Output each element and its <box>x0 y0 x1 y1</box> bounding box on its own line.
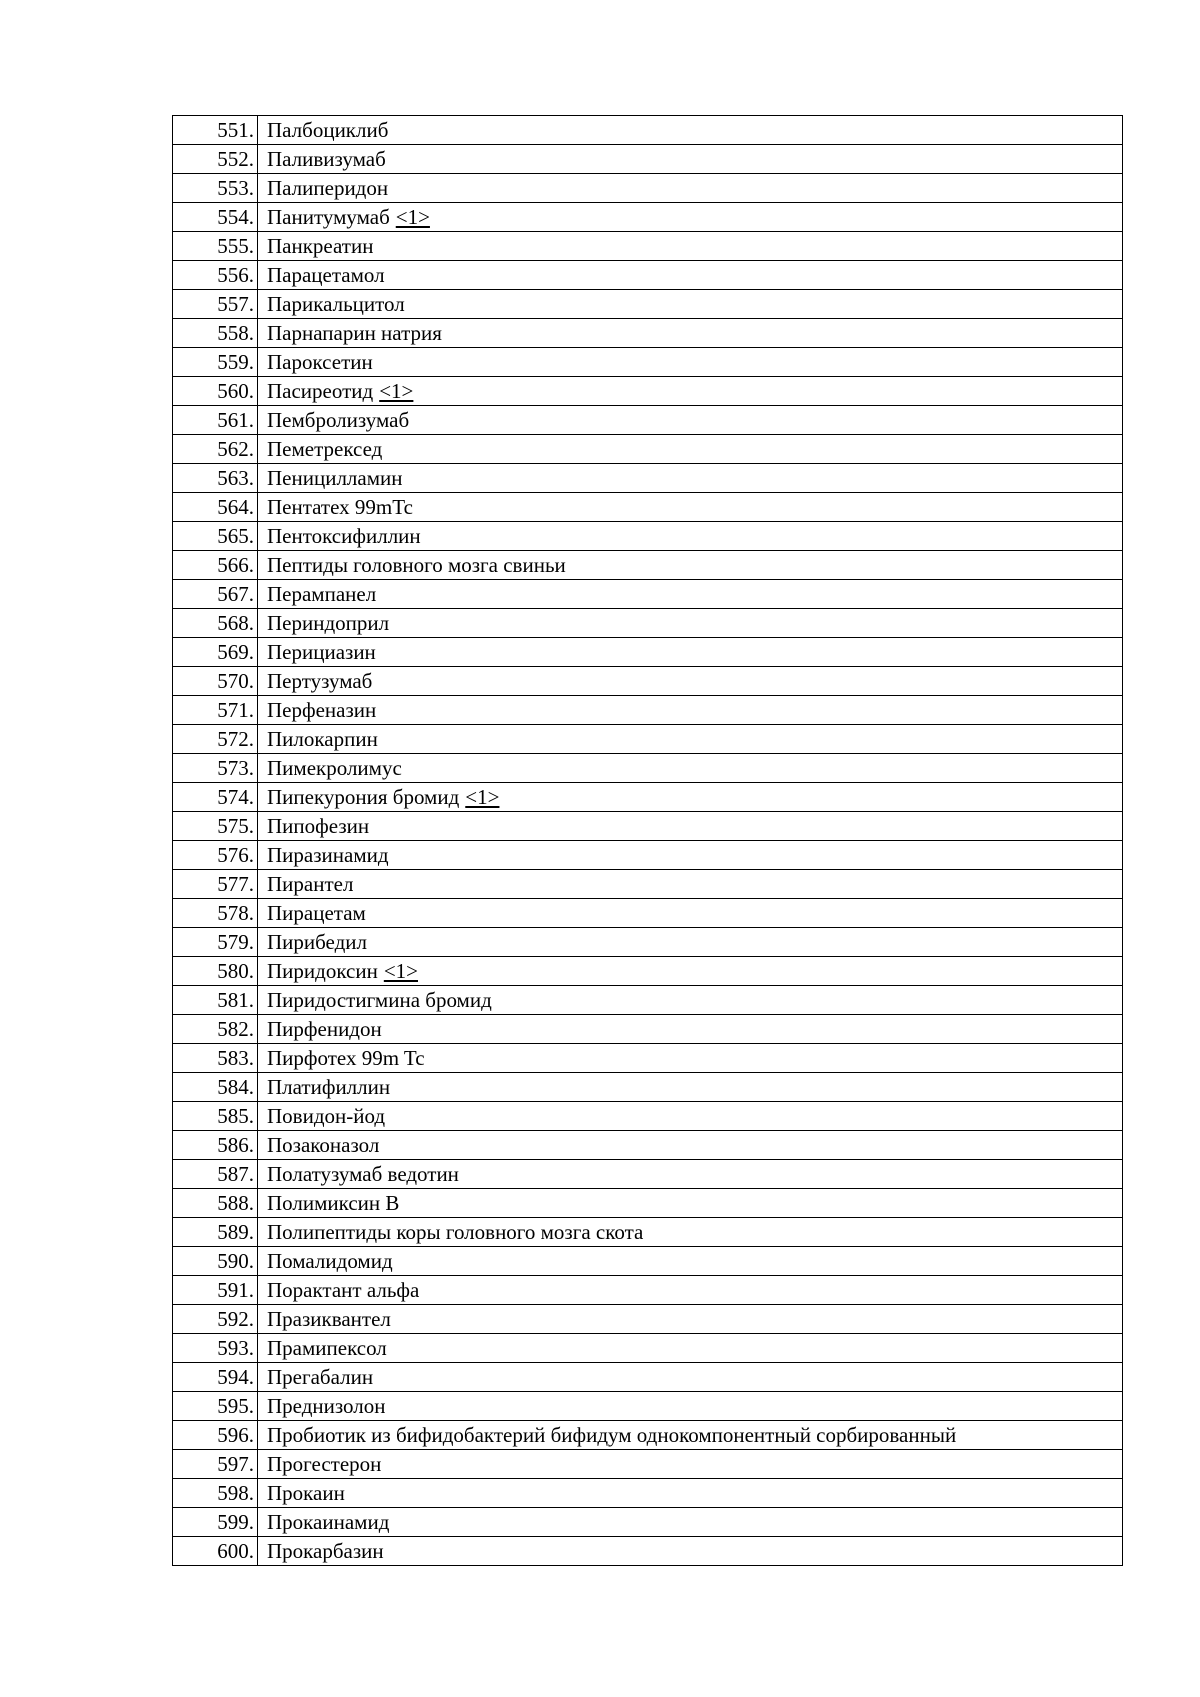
table-row <box>173 696 1123 725</box>
table-row <box>173 1102 1123 1131</box>
drug-name: Пеметрексед <box>267 437 383 461</box>
drug-name-cell <box>258 232 1123 261</box>
row-number: 592. <box>173 1305 258 1334</box>
drug-name-cell <box>258 638 1123 667</box>
drug-name: Пирацетам <box>267 901 366 925</box>
drug-name: Прокаинамид <box>267 1510 390 1534</box>
footnote-ref-link[interactable]: <1> <box>465 785 500 809</box>
row-number: 584. <box>173 1073 258 1102</box>
drug-name: Пирибедил <box>267 930 367 954</box>
drug-name: Пипекурония бромид <box>267 785 460 809</box>
drug-name-cell <box>258 1276 1123 1305</box>
row-number: 551. <box>173 116 258 145</box>
drug-name: Палбоциклиб <box>267 118 389 142</box>
row-number: 568. <box>173 609 258 638</box>
row-number: 579. <box>173 928 258 957</box>
drug-name-cell <box>258 812 1123 841</box>
row-number: 565. <box>173 522 258 551</box>
drug-name-cell <box>258 1131 1123 1160</box>
row-number: 572. <box>173 725 258 754</box>
drug-name-cell <box>258 986 1123 1015</box>
row-number: 585. <box>173 1102 258 1131</box>
row-number: 595. <box>173 1392 258 1421</box>
drug-name-cell <box>258 1508 1123 1537</box>
table-row <box>173 667 1123 696</box>
drug-name-cell <box>258 348 1123 377</box>
drug-name: Прокаин <box>267 1481 345 1505</box>
drug-name: Прамипексол <box>267 1336 387 1360</box>
drug-name: Панитумумаб <box>267 205 390 229</box>
table-row <box>173 464 1123 493</box>
table-row <box>173 1334 1123 1363</box>
drug-name-cell <box>258 870 1123 899</box>
drug-name-cell <box>258 1160 1123 1189</box>
row-number: 598. <box>173 1479 258 1508</box>
drug-name: Пимекролимус <box>267 756 402 780</box>
drug-name-cell <box>258 1334 1123 1363</box>
table-row <box>173 783 1123 812</box>
drug-name: Парацетамол <box>267 263 385 287</box>
row-number: 600. <box>173 1537 258 1566</box>
drug-name: Парикальцитол <box>267 292 405 316</box>
drug-name-cell <box>258 1537 1123 1566</box>
table-row <box>173 1508 1123 1537</box>
table-row <box>173 754 1123 783</box>
drug-name: Палиперидон <box>267 176 389 200</box>
drug-name: Перициазин <box>267 640 376 664</box>
drug-name: Периндоприл <box>267 611 390 635</box>
row-number: 562. <box>173 435 258 464</box>
drug-name-cell <box>258 1363 1123 1392</box>
row-number: 594. <box>173 1363 258 1392</box>
drug-name: Празиквантел <box>267 1307 391 1331</box>
table-row <box>173 986 1123 1015</box>
table-row <box>173 290 1123 319</box>
drug-name: Преднизолон <box>267 1394 386 1418</box>
row-number: 556. <box>173 261 258 290</box>
table-row <box>173 1218 1123 1247</box>
table-row <box>173 1131 1123 1160</box>
row-number: 599. <box>173 1508 258 1537</box>
table-row <box>173 174 1123 203</box>
drug-name-cell <box>258 754 1123 783</box>
drug-name: Парнапарин натрия <box>267 321 442 345</box>
drug-name-cell <box>258 1044 1123 1073</box>
drug-name: Пеницилламин <box>267 466 403 490</box>
table-row <box>173 899 1123 928</box>
drug-name: Пирфенидон <box>267 1017 382 1041</box>
drug-name: Паливизумаб <box>267 147 386 171</box>
row-number: 567. <box>173 580 258 609</box>
drug-name: Полатузумаб ведотин <box>267 1162 459 1186</box>
drug-name-cell <box>258 435 1123 464</box>
table-row <box>173 1189 1123 1218</box>
drug-name: Пентатех 99mTc <box>267 495 413 519</box>
row-number: 560. <box>173 377 258 406</box>
table-row <box>173 957 1123 986</box>
row-number: 558. <box>173 319 258 348</box>
drug-name-cell <box>258 1189 1123 1218</box>
table-row <box>173 1276 1123 1305</box>
drug-name-cell <box>258 1305 1123 1334</box>
row-number: 583. <box>173 1044 258 1073</box>
row-number: 576. <box>173 841 258 870</box>
drug-name: Повидон-йод <box>267 1104 386 1128</box>
drug-name-cell <box>258 667 1123 696</box>
table-row <box>173 435 1123 464</box>
drug-name: Панкреатин <box>267 234 374 258</box>
table-row <box>173 116 1123 145</box>
table-row <box>173 232 1123 261</box>
drug-name-cell <box>258 116 1123 145</box>
drug-name-cell <box>258 957 1123 986</box>
row-number: 581. <box>173 986 258 1015</box>
table-row <box>173 1160 1123 1189</box>
row-number: 588. <box>173 1189 258 1218</box>
row-number: 593. <box>173 1334 258 1363</box>
table-row <box>173 377 1123 406</box>
drug-name-cell <box>258 290 1123 319</box>
drug-name: Пиридоксин <box>267 959 378 983</box>
drug-name-cell <box>258 551 1123 580</box>
row-number: 571. <box>173 696 258 725</box>
drug-name-cell <box>258 522 1123 551</box>
row-number: 582. <box>173 1015 258 1044</box>
row-number: 591. <box>173 1276 258 1305</box>
drug-name: Пилокарпин <box>267 727 378 751</box>
row-number: 563. <box>173 464 258 493</box>
drug-name: Пробиотик из бифидобактерий бифидум однокомпонентный сорбированный <box>267 1423 957 1447</box>
row-number: 553. <box>173 174 258 203</box>
drug-name-cell <box>258 580 1123 609</box>
drug-name-cell <box>258 377 1123 406</box>
row-number: 566. <box>173 551 258 580</box>
drug-name-cell <box>258 1247 1123 1276</box>
drug-name: Пирантел <box>267 872 354 896</box>
drug-name: Пароксетин <box>267 350 373 374</box>
table-row <box>173 1479 1123 1508</box>
table-row <box>173 1392 1123 1421</box>
drug-name-cell <box>258 696 1123 725</box>
row-number: 557. <box>173 290 258 319</box>
drug-name: Пембролизумаб <box>267 408 410 432</box>
table-row <box>173 609 1123 638</box>
table-row <box>173 493 1123 522</box>
drug-name: Полипептиды коры головного мозга скота <box>267 1220 644 1244</box>
row-number: 559. <box>173 348 258 377</box>
footnote-ref-link[interactable]: <1> <box>395 205 430 229</box>
drug-name-cell <box>258 319 1123 348</box>
table-row <box>173 261 1123 290</box>
drug-name: Прокарбазин <box>267 1539 384 1563</box>
row-number: 570. <box>173 667 258 696</box>
table-row <box>173 1537 1123 1566</box>
table-row <box>173 1421 1123 1450</box>
table-row <box>173 1073 1123 1102</box>
drug-name-cell <box>258 725 1123 754</box>
drug-name: Пасиреотид <box>267 379 374 403</box>
table-row <box>173 145 1123 174</box>
drug-name: Пипофезин <box>267 814 370 838</box>
table-row <box>173 812 1123 841</box>
drug-name: Прогестерон <box>267 1452 382 1476</box>
table-row <box>173 522 1123 551</box>
drug-name: Пентоксифиллин <box>267 524 421 548</box>
row-number: 561. <box>173 406 258 435</box>
drug-name-cell <box>258 406 1123 435</box>
row-number: 597. <box>173 1450 258 1479</box>
drug-name-cell <box>258 609 1123 638</box>
row-number: 596. <box>173 1421 258 1450</box>
drug-name-cell <box>258 261 1123 290</box>
table-row <box>173 1015 1123 1044</box>
drug-name: Помалидомид <box>267 1249 393 1273</box>
table-row <box>173 725 1123 754</box>
drug-name-cell <box>258 145 1123 174</box>
drug-name: Перампанел <box>267 582 377 606</box>
drug-name-cell <box>258 841 1123 870</box>
table-row <box>173 580 1123 609</box>
row-number: 564. <box>173 493 258 522</box>
row-number: 569. <box>173 638 258 667</box>
drug-name-cell <box>258 899 1123 928</box>
drug-name-cell <box>258 1421 1123 1450</box>
drug-name: Пиридостигмина бромид <box>267 988 492 1012</box>
row-number: 578. <box>173 899 258 928</box>
drug-name: Пептиды головного мозга свиньи <box>267 553 566 577</box>
drug-name-cell <box>258 174 1123 203</box>
drug-name-cell <box>258 1479 1123 1508</box>
row-number: 573. <box>173 754 258 783</box>
table-row <box>173 1363 1123 1392</box>
drug-name: Позаконазол <box>267 1133 380 1157</box>
drug-list-body <box>173 116 1123 1566</box>
row-number: 580. <box>173 957 258 986</box>
drug-name-cell <box>258 1102 1123 1131</box>
drug-name: Перфеназин <box>267 698 377 722</box>
drug-name-cell <box>258 493 1123 522</box>
table-row <box>173 1044 1123 1073</box>
table-row <box>173 319 1123 348</box>
table-row <box>173 551 1123 580</box>
table-row <box>173 1247 1123 1276</box>
footnote-ref-link[interactable]: <1> <box>379 379 414 403</box>
table-row <box>173 870 1123 899</box>
row-number: 575. <box>173 812 258 841</box>
row-number: 589. <box>173 1218 258 1247</box>
row-number: 555. <box>173 232 258 261</box>
row-number: 587. <box>173 1160 258 1189</box>
drug-name-cell <box>258 1073 1123 1102</box>
drug-name-cell <box>258 783 1123 812</box>
drug-list-table <box>172 115 1123 1566</box>
drug-name-cell <box>258 1392 1123 1421</box>
table-row <box>173 638 1123 667</box>
row-number: 554. <box>173 203 258 232</box>
table-row <box>173 928 1123 957</box>
row-number: 552. <box>173 145 258 174</box>
table-row <box>173 1450 1123 1479</box>
drug-name: Пирфотех 99m Tc <box>267 1046 425 1070</box>
drug-name: Пертузумаб <box>267 669 373 693</box>
drug-name-cell <box>258 1015 1123 1044</box>
footnote-ref-link[interactable]: <1> <box>383 959 418 983</box>
drug-name-cell <box>258 1218 1123 1247</box>
table-row <box>173 203 1123 232</box>
drug-name-cell <box>258 1450 1123 1479</box>
table-row <box>173 348 1123 377</box>
drug-name: Платифиллин <box>267 1075 391 1099</box>
row-number: 586. <box>173 1131 258 1160</box>
drug-name-cell <box>258 464 1123 493</box>
drug-name-cell <box>258 928 1123 957</box>
table-row <box>173 841 1123 870</box>
row-number: 577. <box>173 870 258 899</box>
row-number: 574. <box>173 783 258 812</box>
drug-name-cell <box>258 203 1123 232</box>
drug-name: Прегабалин <box>267 1365 374 1389</box>
table-row <box>173 406 1123 435</box>
drug-name: Полимиксин В <box>267 1191 400 1215</box>
drug-name: Порактант альфа <box>267 1278 420 1302</box>
table-row <box>173 1305 1123 1334</box>
row-number: 590. <box>173 1247 258 1276</box>
drug-name: Пиразинамид <box>267 843 389 867</box>
